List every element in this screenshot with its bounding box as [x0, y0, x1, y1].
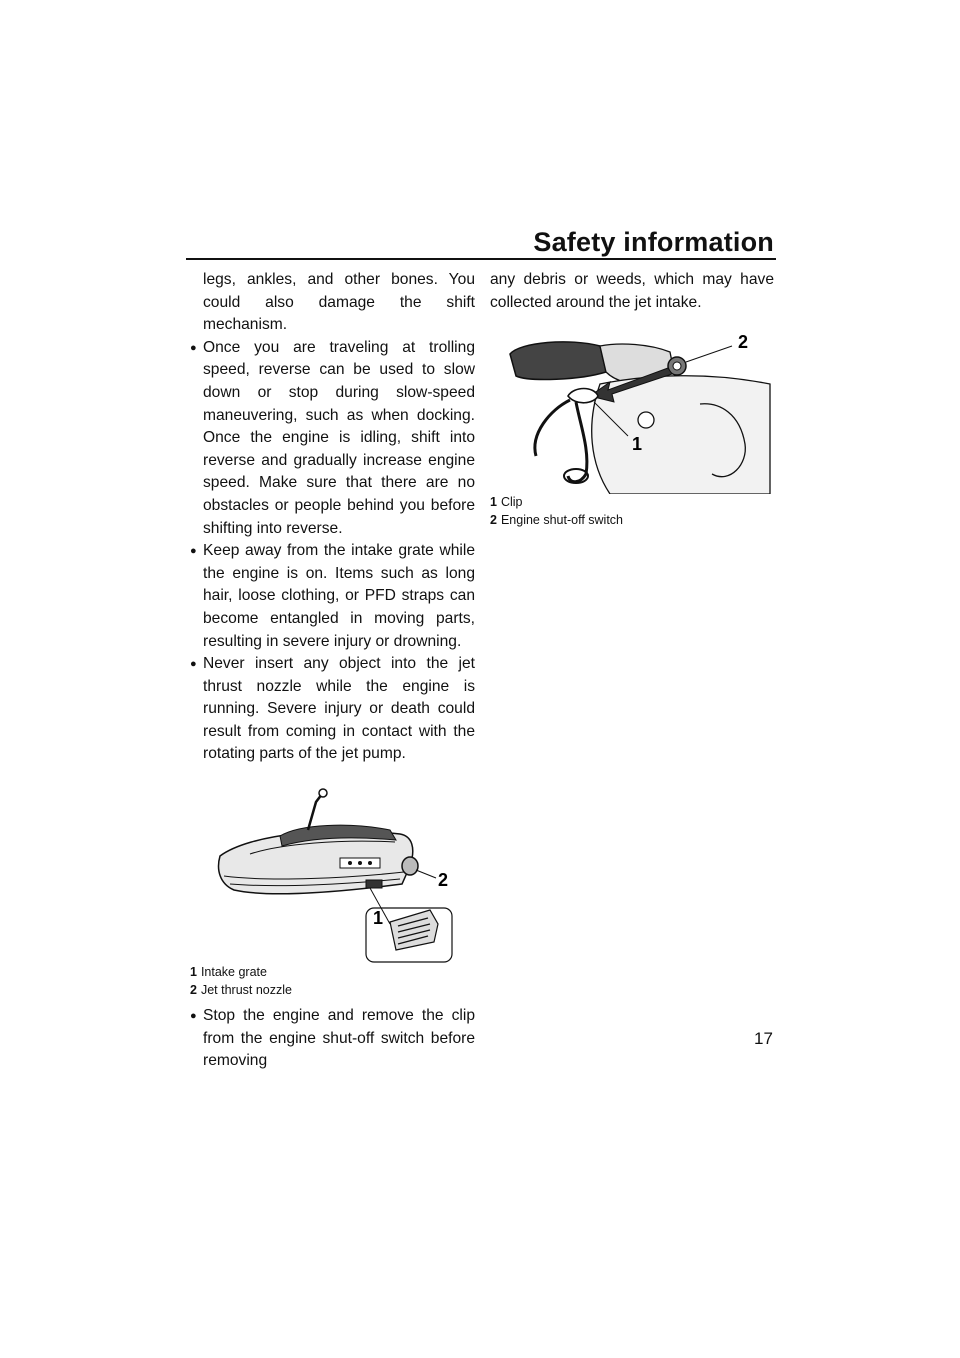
figure-caption: 2 Engine shut-off switch	[490, 512, 624, 527]
header-rule	[186, 258, 776, 260]
callout-2: 2	[738, 332, 749, 353]
left-column	[190, 269, 475, 1073]
continuation-text: any debris or weeds, which may have collected around the jet intake.	[490, 271, 774, 311]
figure-caption: 1 Clip	[490, 495, 523, 510]
watercraft-figure	[190, 784, 475, 999]
bullet-icon: ●	[190, 545, 197, 558]
shutoff-switch-illustration	[490, 324, 774, 494]
shutoff-switch-figure	[490, 324, 774, 529]
bullet-item	[190, 1005, 475, 1073]
bullet-text: Keep away from the intake grate while the engine is on. Items such as long hair, loose clothing, or PFD straps can become entangled in moving parts, resulting in severe injury or drowning.	[203, 542, 475, 650]
right-column	[490, 269, 774, 529]
watercraft-illustration	[190, 784, 475, 964]
callout-1: 1	[632, 434, 643, 455]
bullet-text: Never insert any object into the jet thrust nozzle while the engine is running. Severe injury or death could result from coming in contact with the rotating parts of the jet pump.	[203, 655, 475, 763]
bullet-icon: ●	[190, 341, 197, 354]
bullet-item	[190, 337, 475, 540]
page-title: Safety information	[533, 226, 774, 257]
continuation-text: legs, ankles, and other bones. You could also damage the shift mechanism.	[203, 271, 475, 334]
bullet-icon: ●	[190, 1010, 197, 1023]
bullet-item	[190, 653, 475, 766]
page-number: 17	[754, 1029, 773, 1048]
page-header	[533, 225, 774, 259]
bullet-text: Once you are traveling at trolling speed, reverse can be used to slow down or stop during slow-speed maneuvering, such as when docking. Once the engine is idling, shift into reverse and gradually increase engine speed. Make sure that there are no obstacles or people behind you before shifting into reverse.	[203, 338, 475, 537]
bullet-item	[190, 540, 475, 653]
bullet-icon: ●	[190, 658, 197, 671]
figure-caption: 1 Intake grate	[190, 965, 267, 980]
bullet-text: Stop the engine and remove the clip from the engine shut-off switch before removing	[203, 1007, 475, 1070]
callout-1: 1	[373, 908, 384, 929]
callout-2: 2	[438, 870, 449, 891]
figure-caption: 2 Jet thrust nozzle	[190, 982, 292, 997]
